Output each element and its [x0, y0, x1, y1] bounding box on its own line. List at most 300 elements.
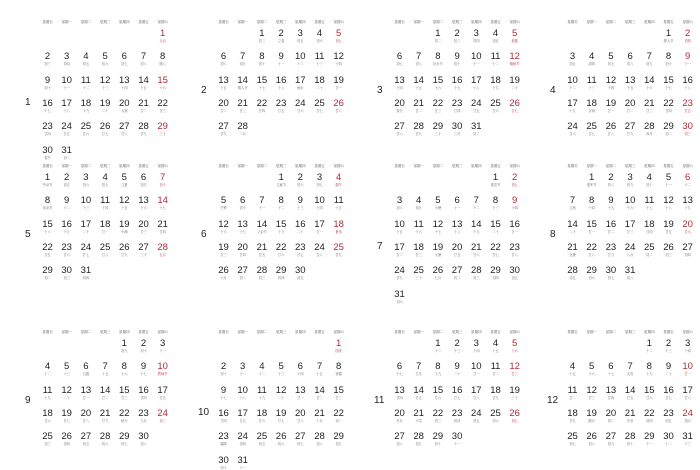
day-cell[interactable]	[409, 52, 428, 66]
day-cell[interactable]	[115, 362, 134, 376]
day-cell[interactable]	[601, 432, 620, 446]
day-cell[interactable]	[640, 386, 659, 400]
day-cell[interactable]	[252, 29, 271, 43]
day-cell[interactable]	[505, 266, 524, 280]
day-cell[interactable]	[272, 243, 291, 257]
day-cell[interactable]	[291, 386, 310, 400]
day-cell[interactable]	[505, 173, 524, 187]
day-cell[interactable]	[640, 173, 659, 187]
day-cell[interactable]	[601, 52, 620, 66]
day-cell[interactable]	[134, 339, 153, 353]
day-cell[interactable]	[678, 173, 697, 187]
day-cell[interactable]	[38, 409, 57, 423]
day-cell[interactable]	[563, 243, 582, 257]
day-cell[interactable]	[115, 173, 134, 187]
day-cell[interactable]	[621, 266, 640, 280]
day-cell[interactable]	[272, 173, 291, 187]
day-cell[interactable]	[659, 173, 678, 187]
day-cell[interactable]	[409, 76, 428, 90]
day-cell[interactable]	[252, 196, 271, 210]
day-cell[interactable]	[467, 362, 486, 376]
day-cell[interactable]	[486, 339, 505, 353]
day-cell[interactable]	[57, 220, 76, 234]
day-cell[interactable]	[272, 52, 291, 66]
day-cell[interactable]	[329, 386, 348, 400]
day-cell[interactable]	[115, 196, 134, 210]
day-cell[interactable]	[467, 29, 486, 43]
day-cell[interactable]	[96, 220, 115, 234]
day-cell[interactable]	[621, 52, 640, 66]
day-cell[interactable]	[621, 362, 640, 376]
day-cell[interactable]	[428, 52, 447, 66]
day-cell[interactable]	[448, 76, 467, 90]
day-cell[interactable]	[57, 196, 76, 210]
day-cell[interactable]	[678, 220, 697, 234]
day-cell[interactable]	[390, 362, 409, 376]
day-cell[interactable]	[448, 29, 467, 43]
day-cell[interactable]	[678, 122, 697, 136]
day-cell[interactable]	[448, 362, 467, 376]
day-cell[interactable]	[272, 266, 291, 280]
day-cell[interactable]	[291, 29, 310, 43]
day-cell[interactable]	[134, 122, 153, 136]
day-cell[interactable]	[486, 29, 505, 43]
day-cell[interactable]	[563, 196, 582, 210]
day-cell[interactable]	[678, 409, 697, 423]
day-cell[interactable]	[214, 409, 233, 423]
day-cell[interactable]	[291, 362, 310, 376]
day-cell[interactable]	[76, 220, 95, 234]
day-cell[interactable]	[38, 52, 57, 66]
day-cell[interactable]	[563, 432, 582, 446]
day-cell[interactable]	[233, 99, 252, 113]
day-cell[interactable]	[640, 243, 659, 257]
day-cell[interactable]	[640, 339, 659, 353]
day-cell[interactable]	[428, 386, 447, 400]
day-cell[interactable]	[115, 409, 134, 423]
day-cell[interactable]	[38, 386, 57, 400]
day-cell[interactable]	[678, 243, 697, 257]
day-cell[interactable]	[96, 386, 115, 400]
day-cell[interactable]	[291, 52, 310, 66]
day-cell[interactable]	[214, 432, 233, 446]
day-cell[interactable]	[291, 76, 310, 90]
day-cell[interactable]	[291, 266, 310, 280]
day-cell[interactable]	[467, 266, 486, 280]
day-cell[interactable]	[467, 99, 486, 113]
day-cell[interactable]	[329, 362, 348, 376]
day-cell[interactable]	[621, 386, 640, 400]
day-cell[interactable]	[505, 362, 524, 376]
day-cell[interactable]	[486, 266, 505, 280]
day-cell[interactable]	[134, 76, 153, 90]
day-cell[interactable]	[428, 243, 447, 257]
day-cell[interactable]	[96, 99, 115, 113]
day-cell[interactable]	[428, 432, 447, 446]
day-cell[interactable]	[621, 220, 640, 234]
day-cell[interactable]	[233, 220, 252, 234]
day-cell[interactable]	[115, 339, 134, 353]
day-cell[interactable]	[233, 409, 252, 423]
day-cell[interactable]	[214, 220, 233, 234]
day-cell[interactable]	[134, 243, 153, 257]
day-cell[interactable]	[582, 52, 601, 66]
day-cell[interactable]	[233, 122, 252, 136]
day-cell[interactable]	[448, 196, 467, 210]
day-cell[interactable]	[390, 409, 409, 423]
day-cell[interactable]	[291, 196, 310, 210]
day-cell[interactable]	[390, 122, 409, 136]
day-cell[interactable]	[57, 386, 76, 400]
day-cell[interactable]	[640, 196, 659, 210]
day-cell[interactable]	[329, 173, 348, 187]
day-cell[interactable]	[563, 76, 582, 90]
day-cell[interactable]	[38, 122, 57, 136]
day-cell[interactable]	[486, 173, 505, 187]
day-cell[interactable]	[621, 196, 640, 210]
day-cell[interactable]	[505, 196, 524, 210]
day-cell[interactable]	[153, 339, 172, 353]
day-cell[interactable]	[678, 76, 697, 90]
day-cell[interactable]	[467, 409, 486, 423]
day-cell[interactable]	[76, 243, 95, 257]
day-cell[interactable]	[505, 99, 524, 113]
day-cell[interactable]	[214, 52, 233, 66]
day-cell[interactable]	[563, 266, 582, 280]
day-cell[interactable]	[153, 243, 172, 257]
day-cell[interactable]	[153, 99, 172, 113]
day-cell[interactable]	[390, 76, 409, 90]
day-cell[interactable]	[601, 173, 620, 187]
day-cell[interactable]	[428, 409, 447, 423]
day-cell[interactable]	[38, 196, 57, 210]
day-cell[interactable]	[640, 432, 659, 446]
day-cell[interactable]	[678, 386, 697, 400]
day-cell[interactable]	[153, 122, 172, 136]
day-cell[interactable]	[153, 220, 172, 234]
day-cell[interactable]	[409, 409, 428, 423]
day-cell[interactable]	[134, 173, 153, 187]
day-cell[interactable]	[252, 432, 271, 446]
day-cell[interactable]	[448, 122, 467, 136]
day-cell[interactable]	[38, 266, 57, 280]
day-cell[interactable]	[214, 456, 233, 470]
day-cell[interactable]	[448, 339, 467, 353]
day-cell[interactable]	[96, 52, 115, 66]
day-cell[interactable]	[409, 266, 428, 280]
day-cell[interactable]	[115, 432, 134, 446]
day-cell[interactable]	[659, 339, 678, 353]
day-cell[interactable]	[390, 290, 409, 304]
day-cell[interactable]	[563, 362, 582, 376]
day-cell[interactable]	[291, 409, 310, 423]
day-cell[interactable]	[582, 266, 601, 280]
day-cell[interactable]	[153, 386, 172, 400]
day-cell[interactable]	[291, 173, 310, 187]
day-cell[interactable]	[428, 122, 447, 136]
day-cell[interactable]	[233, 432, 252, 446]
day-cell[interactable]	[134, 409, 153, 423]
day-cell[interactable]	[582, 409, 601, 423]
day-cell[interactable]	[134, 220, 153, 234]
day-cell[interactable]	[310, 409, 329, 423]
day-cell[interactable]	[582, 99, 601, 113]
day-cell[interactable]	[291, 432, 310, 446]
day-cell[interactable]	[678, 362, 697, 376]
day-cell[interactable]	[486, 243, 505, 257]
day-cell[interactable]	[563, 99, 582, 113]
day-cell[interactable]	[96, 409, 115, 423]
day-cell[interactable]	[38, 173, 57, 187]
day-cell[interactable]	[329, 432, 348, 446]
day-cell[interactable]	[115, 386, 134, 400]
day-cell[interactable]	[76, 266, 95, 280]
day-cell[interactable]	[582, 243, 601, 257]
day-cell[interactable]	[233, 76, 252, 90]
day-cell[interactable]	[621, 122, 640, 136]
day-cell[interactable]	[390, 386, 409, 400]
day-cell[interactable]	[291, 99, 310, 113]
day-cell[interactable]	[329, 76, 348, 90]
day-cell[interactable]	[486, 196, 505, 210]
day-cell[interactable]	[601, 220, 620, 234]
day-cell[interactable]	[486, 76, 505, 90]
day-cell[interactable]	[428, 266, 447, 280]
day-cell[interactable]	[57, 266, 76, 280]
day-cell[interactable]	[57, 52, 76, 66]
day-cell[interactable]	[214, 386, 233, 400]
day-cell[interactable]	[115, 99, 134, 113]
day-cell[interactable]	[214, 76, 233, 90]
day-cell[interactable]	[272, 29, 291, 43]
day-cell[interactable]	[272, 99, 291, 113]
day-cell[interactable]	[329, 243, 348, 257]
day-cell[interactable]	[678, 52, 697, 66]
day-cell[interactable]	[601, 76, 620, 90]
day-cell[interactable]	[96, 122, 115, 136]
day-cell[interactable]	[153, 196, 172, 210]
day-cell[interactable]	[678, 196, 697, 210]
day-cell[interactable]	[563, 52, 582, 66]
day-cell[interactable]	[76, 409, 95, 423]
day-cell[interactable]	[428, 220, 447, 234]
day-cell[interactable]	[233, 196, 252, 210]
day-cell[interactable]	[329, 99, 348, 113]
day-cell[interactable]	[467, 339, 486, 353]
day-cell[interactable]	[640, 122, 659, 136]
day-cell[interactable]	[329, 409, 348, 423]
day-cell[interactable]	[96, 196, 115, 210]
day-cell[interactable]	[621, 99, 640, 113]
day-cell[interactable]	[96, 243, 115, 257]
day-cell[interactable]	[640, 409, 659, 423]
day-cell[interactable]	[582, 196, 601, 210]
day-cell[interactable]	[252, 76, 271, 90]
day-cell[interactable]	[291, 243, 310, 257]
day-cell[interactable]	[601, 196, 620, 210]
day-cell[interactable]	[659, 29, 678, 43]
day-cell[interactable]	[659, 196, 678, 210]
day-cell[interactable]	[409, 362, 428, 376]
day-cell[interactable]	[76, 362, 95, 376]
day-cell[interactable]	[272, 362, 291, 376]
day-cell[interactable]	[153, 76, 172, 90]
day-cell[interactable]	[390, 266, 409, 280]
day-cell[interactable]	[214, 362, 233, 376]
day-cell[interactable]	[96, 76, 115, 90]
day-cell[interactable]	[329, 220, 348, 234]
day-cell[interactable]	[115, 76, 134, 90]
day-cell[interactable]	[233, 386, 252, 400]
day-cell[interactable]	[428, 76, 447, 90]
day-cell[interactable]	[467, 243, 486, 257]
day-cell[interactable]	[153, 52, 172, 66]
day-cell[interactable]	[76, 99, 95, 113]
day-cell[interactable]	[448, 409, 467, 423]
day-cell[interactable]	[57, 76, 76, 90]
day-cell[interactable]	[134, 362, 153, 376]
day-cell[interactable]	[582, 220, 601, 234]
day-cell[interactable]	[467, 52, 486, 66]
day-cell[interactable]	[310, 362, 329, 376]
day-cell[interactable]	[428, 196, 447, 210]
day-cell[interactable]	[153, 29, 172, 43]
day-cell[interactable]	[582, 122, 601, 136]
day-cell[interactable]	[38, 220, 57, 234]
day-cell[interactable]	[601, 266, 620, 280]
day-cell[interactable]	[486, 99, 505, 113]
day-cell[interactable]	[291, 220, 310, 234]
day-cell[interactable]	[38, 243, 57, 257]
day-cell[interactable]	[563, 409, 582, 423]
day-cell[interactable]	[272, 196, 291, 210]
day-cell[interactable]	[134, 196, 153, 210]
day-cell[interactable]	[96, 173, 115, 187]
day-cell[interactable]	[252, 386, 271, 400]
day-cell[interactable]	[153, 362, 172, 376]
day-cell[interactable]	[659, 243, 678, 257]
day-cell[interactable]	[310, 220, 329, 234]
day-cell[interactable]	[659, 386, 678, 400]
day-cell[interactable]	[678, 29, 697, 43]
day-cell[interactable]	[57, 409, 76, 423]
day-cell[interactable]	[601, 409, 620, 423]
day-cell[interactable]	[409, 220, 428, 234]
day-cell[interactable]	[621, 173, 640, 187]
day-cell[interactable]	[76, 173, 95, 187]
day-cell[interactable]	[448, 99, 467, 113]
day-cell[interactable]	[233, 456, 252, 470]
day-cell[interactable]	[134, 52, 153, 66]
day-cell[interactable]	[310, 243, 329, 257]
day-cell[interactable]	[467, 196, 486, 210]
day-cell[interactable]	[390, 243, 409, 257]
day-cell[interactable]	[621, 76, 640, 90]
day-cell[interactable]	[214, 99, 233, 113]
day-cell[interactable]	[329, 52, 348, 66]
day-cell[interactable]	[428, 339, 447, 353]
day-cell[interactable]	[390, 220, 409, 234]
day-cell[interactable]	[57, 432, 76, 446]
day-cell[interactable]	[310, 432, 329, 446]
day-cell[interactable]	[505, 52, 524, 66]
day-cell[interactable]	[582, 386, 601, 400]
day-cell[interactable]	[153, 173, 172, 187]
day-cell[interactable]	[563, 386, 582, 400]
day-cell[interactable]	[640, 220, 659, 234]
day-cell[interactable]	[505, 76, 524, 90]
day-cell[interactable]	[390, 52, 409, 66]
day-cell[interactable]	[486, 409, 505, 423]
day-cell[interactable]	[38, 362, 57, 376]
day-cell[interactable]	[329, 29, 348, 43]
day-cell[interactable]	[601, 362, 620, 376]
day-cell[interactable]	[57, 146, 76, 160]
day-cell[interactable]	[601, 386, 620, 400]
day-cell[interactable]	[582, 432, 601, 446]
day-cell[interactable]	[134, 386, 153, 400]
day-cell[interactable]	[272, 432, 291, 446]
day-cell[interactable]	[38, 76, 57, 90]
day-cell[interactable]	[659, 76, 678, 90]
day-cell[interactable]	[57, 99, 76, 113]
day-cell[interactable]	[428, 362, 447, 376]
day-cell[interactable]	[390, 196, 409, 210]
day-cell[interactable]	[467, 220, 486, 234]
day-cell[interactable]	[659, 99, 678, 113]
day-cell[interactable]	[252, 362, 271, 376]
day-cell[interactable]	[214, 196, 233, 210]
day-cell[interactable]	[272, 386, 291, 400]
day-cell[interactable]	[505, 220, 524, 234]
day-cell[interactable]	[233, 243, 252, 257]
day-cell[interactable]	[76, 386, 95, 400]
day-cell[interactable]	[409, 99, 428, 113]
day-cell[interactable]	[659, 52, 678, 66]
day-cell[interactable]	[505, 409, 524, 423]
day-cell[interactable]	[96, 362, 115, 376]
day-cell[interactable]	[272, 220, 291, 234]
day-cell[interactable]	[505, 339, 524, 353]
day-cell[interactable]	[214, 266, 233, 280]
day-cell[interactable]	[57, 173, 76, 187]
day-cell[interactable]	[601, 122, 620, 136]
day-cell[interactable]	[115, 220, 134, 234]
day-cell[interactable]	[76, 76, 95, 90]
day-cell[interactable]	[134, 99, 153, 113]
day-cell[interactable]	[467, 122, 486, 136]
day-cell[interactable]	[467, 76, 486, 90]
day-cell[interactable]	[621, 432, 640, 446]
day-cell[interactable]	[640, 99, 659, 113]
day-cell[interactable]	[448, 386, 467, 400]
day-cell[interactable]	[505, 29, 524, 43]
day-cell[interactable]	[448, 432, 467, 446]
day-cell[interactable]	[659, 409, 678, 423]
day-cell[interactable]	[640, 52, 659, 66]
day-cell[interactable]	[57, 122, 76, 136]
day-cell[interactable]	[659, 122, 678, 136]
day-cell[interactable]	[505, 386, 524, 400]
day-cell[interactable]	[640, 362, 659, 376]
day-cell[interactable]	[582, 362, 601, 376]
day-cell[interactable]	[310, 76, 329, 90]
day-cell[interactable]	[134, 432, 153, 446]
day-cell[interactable]	[272, 409, 291, 423]
day-cell[interactable]	[214, 243, 233, 257]
day-cell[interactable]	[486, 386, 505, 400]
day-cell[interactable]	[310, 29, 329, 43]
